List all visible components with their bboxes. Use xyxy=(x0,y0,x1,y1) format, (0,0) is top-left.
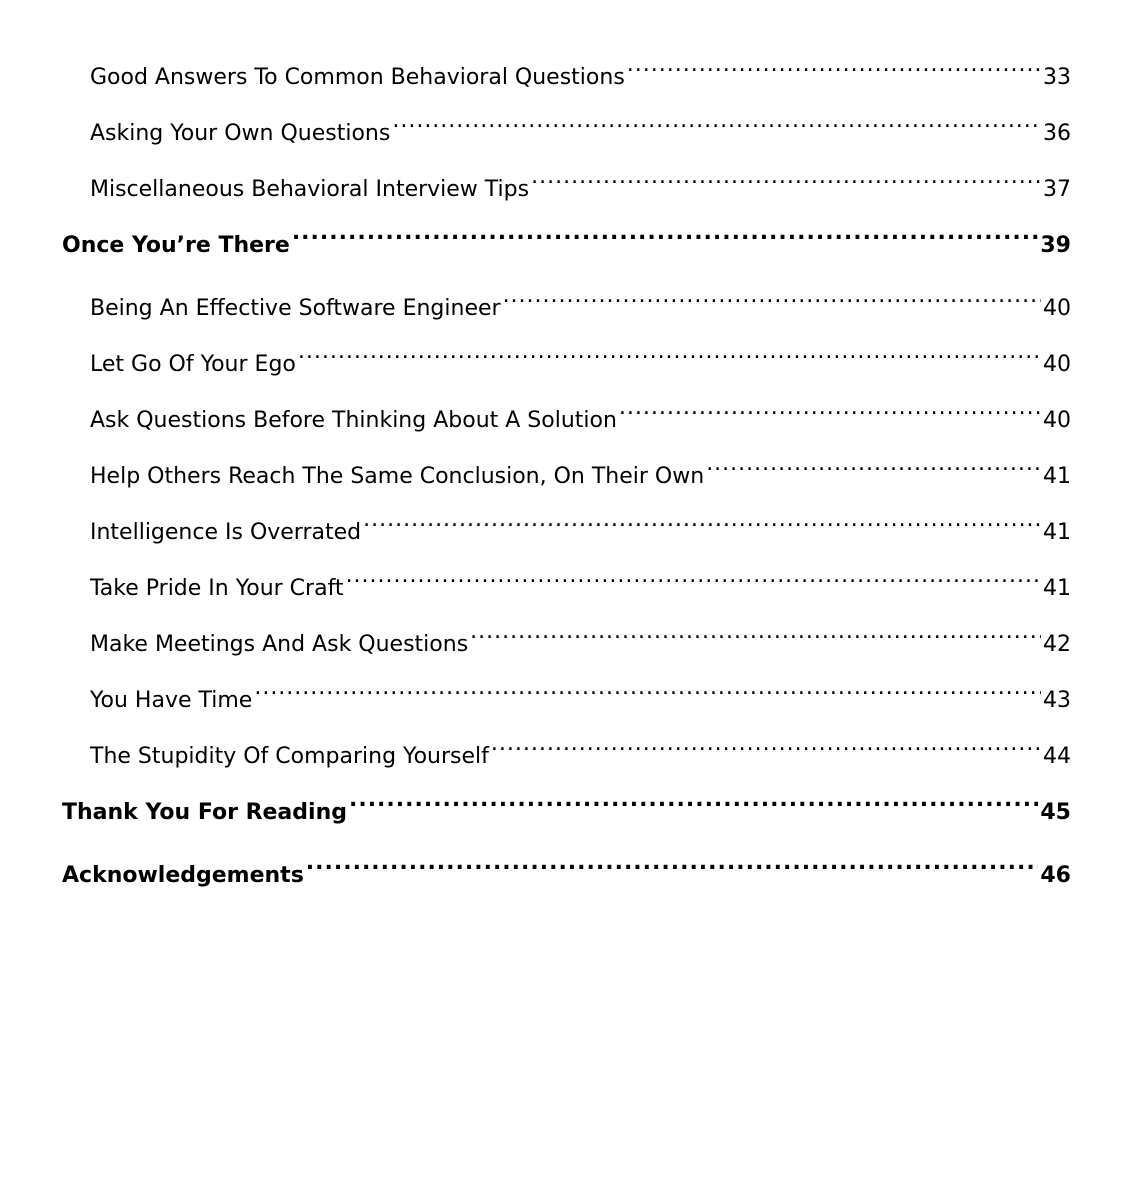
dot-leader xyxy=(706,445,1041,483)
toc-entry-page-number: 41 xyxy=(1043,520,1071,545)
dot-leader xyxy=(298,333,1041,371)
dot-leader xyxy=(349,781,1038,819)
toc-entry-page-number: 43 xyxy=(1043,688,1071,713)
dot-leader xyxy=(491,725,1041,763)
dot-leader xyxy=(470,613,1041,651)
toc-chapter-page-number: 45 xyxy=(1040,800,1071,825)
toc-chapter-page-number: 39 xyxy=(1040,233,1071,258)
toc-entry-title: Ask Questions Before Thinking About A Solution xyxy=(90,408,617,433)
toc-entry-page-number: 40 xyxy=(1043,352,1071,377)
toc-entry[interactable] xyxy=(62,501,1071,552)
toc-entry-page-number: 33 xyxy=(1043,65,1071,90)
toc-chapter-entry[interactable] xyxy=(62,781,1071,832)
toc-entry-title: The Stupidity Of Comparing Yourself xyxy=(90,744,489,769)
toc-entry-page-number: 40 xyxy=(1043,408,1071,433)
dot-leader xyxy=(503,277,1041,315)
toc-entry[interactable] xyxy=(62,46,1071,97)
toc-entry-title: You Have Time xyxy=(90,688,253,713)
toc-entry-page-number: 42 xyxy=(1043,632,1071,657)
toc-entry-title: Intelligence Is Overrated xyxy=(90,520,362,545)
toc-entry-title: Asking Your Own Questions xyxy=(90,121,391,146)
toc-chapter-entry[interactable] xyxy=(62,844,1071,895)
toc-chapter-title: Thank You For Reading xyxy=(62,800,347,825)
toc-entry-page-number: 41 xyxy=(1043,464,1071,489)
toc-entry-page-number: 44 xyxy=(1043,744,1071,769)
toc-entry-title: Miscellaneous Behavioral Interview Tips xyxy=(90,177,530,202)
toc-chapter-title: Acknowledgements xyxy=(62,863,304,888)
toc-entry[interactable] xyxy=(62,277,1071,328)
toc-entry-page-number: 41 xyxy=(1043,576,1071,601)
toc-entry-page-number: 40 xyxy=(1043,296,1071,321)
toc-entry-title: Being An Effective Software Engineer xyxy=(90,296,501,321)
dot-leader xyxy=(619,389,1041,427)
toc-chapter-page-number: 46 xyxy=(1040,863,1071,888)
dot-leader xyxy=(627,46,1041,84)
dot-leader xyxy=(531,158,1041,196)
dot-leader xyxy=(363,501,1041,539)
toc-entry-title: Make Meetings And Ask Questions xyxy=(90,632,469,657)
toc-entry[interactable] xyxy=(62,725,1071,776)
toc-entry[interactable] xyxy=(62,557,1071,608)
toc-entry-page-number: 36 xyxy=(1043,121,1071,146)
dot-leader xyxy=(306,844,1039,882)
toc-chapter-entry[interactable] xyxy=(62,214,1071,265)
table-of-contents xyxy=(62,46,1071,907)
dot-leader xyxy=(392,102,1041,140)
toc-entry[interactable] xyxy=(62,333,1071,384)
dot-leader xyxy=(254,669,1041,707)
toc-entry-title: Help Others Reach The Same Conclusion, On Their Own xyxy=(90,464,705,489)
toc-entry[interactable] xyxy=(62,445,1071,496)
toc-entry-title: Let Go Of Your Ego xyxy=(90,352,296,377)
dot-leader xyxy=(346,557,1041,595)
toc-entry-title: Take Pride In Your Craft xyxy=(90,576,344,601)
toc-entry[interactable] xyxy=(62,389,1071,440)
toc-entry[interactable] xyxy=(62,613,1071,664)
toc-entry[interactable] xyxy=(62,669,1071,720)
toc-entry-title: Good Answers To Common Behavioral Questions xyxy=(90,65,625,90)
toc-chapter-title: Once You’re There xyxy=(62,233,290,258)
toc-entry-page-number: 37 xyxy=(1043,177,1071,202)
toc-entry[interactable] xyxy=(62,158,1071,209)
toc-entry[interactable] xyxy=(62,102,1071,153)
dot-leader xyxy=(292,214,1039,252)
